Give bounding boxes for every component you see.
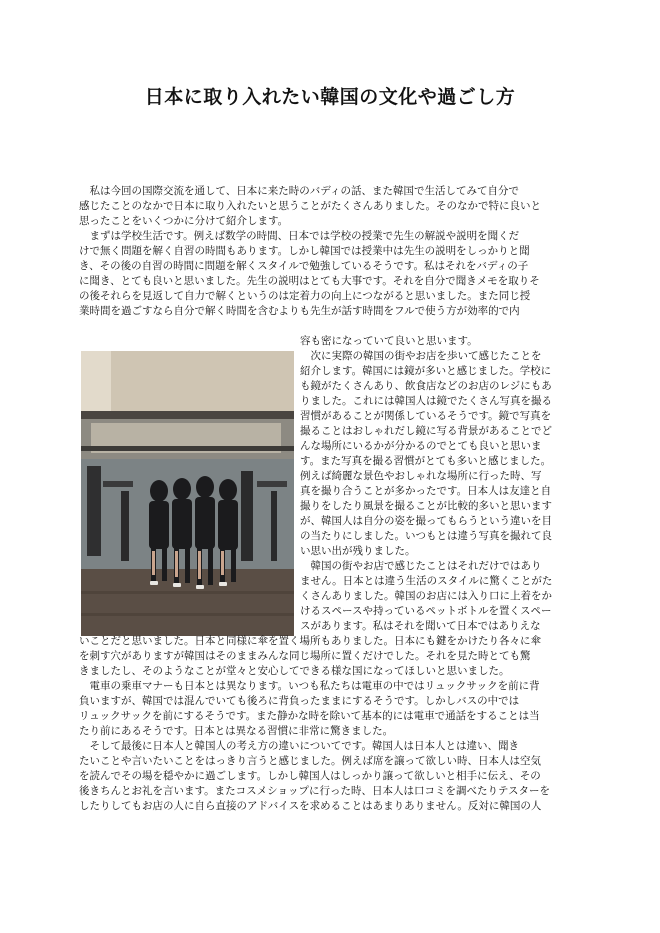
paragraph-school-tail: 容も密になっていて良いと思います。 — [300, 335, 478, 347]
paragraph-intro: 私は今回の国際交流を通して、日本に来た時のバディの話、また韓国で生活してみて自分で 感じたことのなかで日本に取り入れたいと思うことがたくさんありました。そのなかで特に良いと 思ったことをいくつかに分けて紹介します。 — [79, 185, 541, 227]
paragraph-mindset: そして最後に日本人と韓国人の考え方の違いについてです。韓国人は日本人とは違い、聞き たいことや言いたいことをはっきり言うと感じました。例えば席を譲って欲しい時、日本人は空気 を読んでその場を穏やかに過ごします。しかし韓国人はしっかり譲って欲しいと相手に伝え、その 後きちんとお礼を言います。またコスメショップに行った時、日本人は口コミを調べたりテスターを したりしてもお店の人に自ら直接のアドバイスを求めることはあまりありません。反対に韓国の人 — [79, 740, 551, 812]
mirror-selfie-photo — [81, 351, 294, 636]
document-title: 日本に取り入れたい韓国の文化や過ごし方 — [144, 86, 516, 108]
paragraph-mirror: 次に実際の韓国の街やお店を歩いて感じたことを 紹介します。韓国には鏡が多いと感じました。学校に も鏡がたくさんあり、飲食店などのお店のレジにもあ りました。これには韓国人は鏡でたくさん写真を撮る 習慣があることが関係しているそうです。鏡で写真を 撮ることはおしゃれだし鏡に写る背景があることでど んな場所にいるかが分かるのでとても良いと思いま す。また写真を撮る習慣がとても多いと感じました。 例えば綺麗な景色やおしゃれな場所に行った時、写 真を撮り合うことが多かったです。日本人は友達と自 撮りをしたり風景を撮ることが比較的多いと思います が、韓国人は自分の姿を撮ってもらうという違いを目 の当たりにしました。いつもとは違う写真を撮れて良 い思い出が残りました。 韓国の街やお店で感じたことはそれだけではあり ません。日本とは違う生活のスタイルに驚くことがた くさんありました。韓国のお店には入り口に上着をか けるスペースや持っているペットボトルを置くスペー スがあります。私はそれを聞いて日本ではありえな — [300, 350, 553, 632]
paragraph-umbrella: いことだと思いました。日本と同様に傘を置く場所もありました。日本にも鍵をかけたり各々に傘 を刺す穴がありますが韓国はそのままみんな同じ場所に置くだけでした。それを見た時とても驚 きましたし、そのようなことが堂々と安心してできる様な国になってほしいと思いました。 — [79, 635, 541, 677]
paragraph-school: まずは学校生活です。例えば数学の時間、日本では学校の授業で先生の解説や説明を聞くだ けで無く問題を解く自習の時間もあります。しかし韓国では授業中は先生の説明をしっかりと聞 き、その後の自習の時間に問題を解くスタイルで勉強しているそうです。私はそれをバディの子 に聞き、とても良いと思いました。先生の説明はとても大事です。それを自分で聞きメモを取りそ の後それらを見返して自力で解くというのは定着力の向上につながると思いました。また同じ授 業時間を過ごすなら自分で解く時間を含むよりも先生が話す時間をフルで使う方が効率的で内 — [79, 230, 540, 317]
paragraph-train: 電車の乗車マナーも日本とは異なります。いつも私たちは電車の中ではリュックサックを前に背 負いますが、韓国では混んでいても後ろに背負ったままにするそうです。しかしバスの中では リュックサックを前にするそうです。また静かな時を除いて基本的には電車で通話をすることは当 たり前にあるそうです。日本とは異なる習慣に非常に驚きました。 — [79, 680, 540, 737]
